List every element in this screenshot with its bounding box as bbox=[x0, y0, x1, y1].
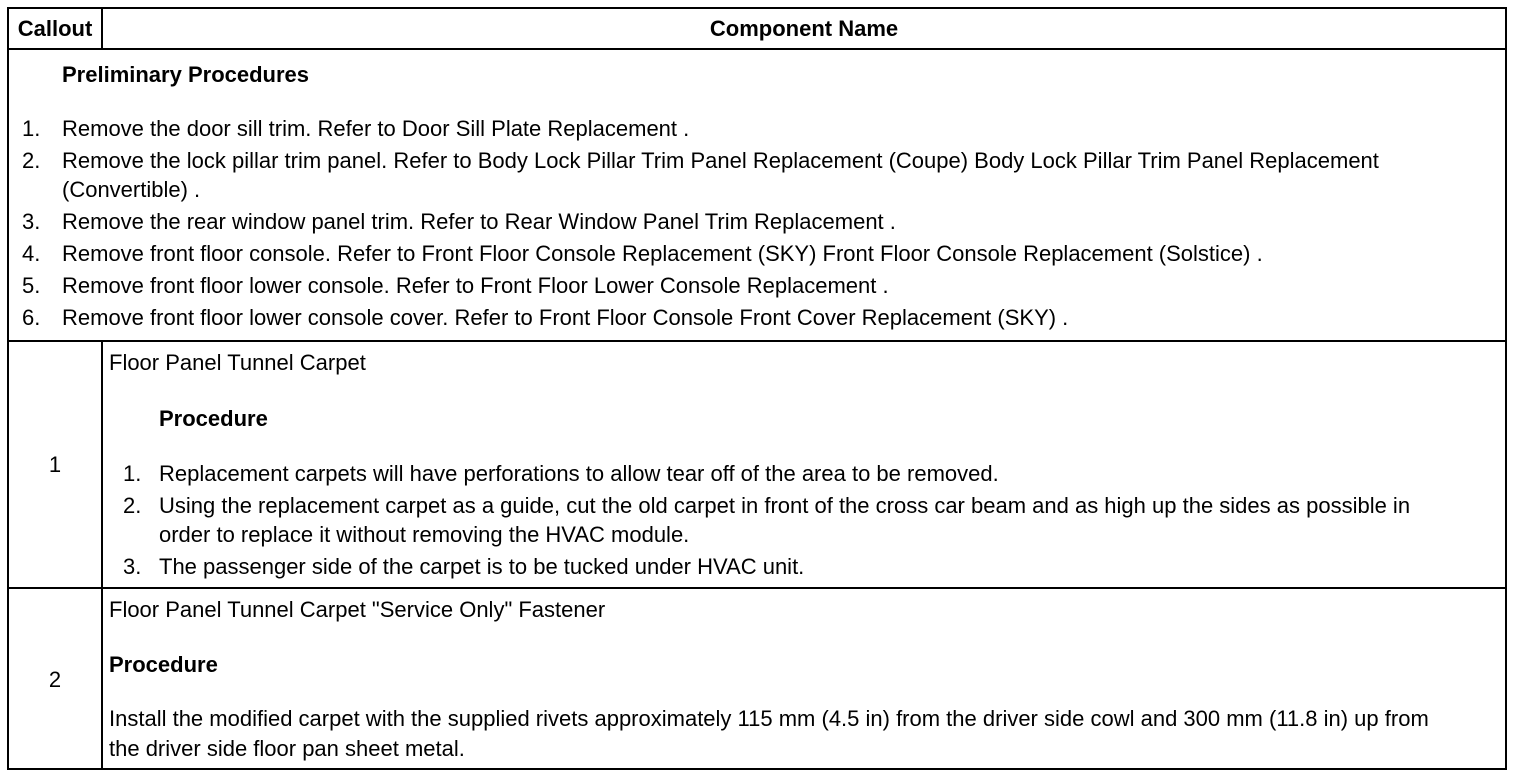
procedure-text: Install the modified carpet with the supplied rivets approximately 115 mm (4.5 in) from the driver side cowl and 300 mm (11.8 in) up from the driver side floor pan sheet metal. bbox=[109, 706, 1429, 761]
list-item bbox=[103, 491, 1505, 549]
procedure-steps-list bbox=[103, 459, 1505, 584]
table-row bbox=[9, 589, 1505, 770]
step-text: Remove the rear window panel trim. Refer to Rear Window Panel Trim Replacement . bbox=[62, 209, 896, 234]
component-cell bbox=[103, 342, 1505, 587]
step-text: Remove front floor lower console. Refer to Front Floor Lower Console Replacement . bbox=[62, 273, 889, 298]
step-number: 5. bbox=[22, 273, 41, 298]
step-text: Replacement carpets will have perforations to allow tear off of the area to be removed. bbox=[159, 461, 999, 486]
procedure-title: Procedure bbox=[109, 652, 218, 677]
step-text: Using the replacement carpet as a guide, cut the old carpet in front of the cross car beam and as high up the sides as possible in order to replace it without removing the HVAC module. bbox=[159, 493, 1411, 547]
list-item bbox=[9, 114, 1505, 143]
step-text: Remove front floor console. Refer to Front Floor Console Replacement (SKY) Front Floor Console Replacement (Solstice) . bbox=[62, 241, 1263, 266]
procedure-title: Procedure bbox=[159, 406, 268, 431]
preliminary-procedures-section bbox=[9, 50, 1505, 342]
step-number: 4. bbox=[22, 241, 41, 266]
list-item bbox=[103, 459, 1505, 488]
list-item bbox=[9, 271, 1505, 300]
callout-column-header: Callout bbox=[9, 9, 103, 48]
component-name: Floor Panel Tunnel Carpet "Service Only" Fastener bbox=[109, 597, 606, 622]
table-header bbox=[9, 9, 1505, 50]
step-number: 2. bbox=[22, 148, 41, 173]
list-item bbox=[9, 207, 1505, 236]
step-number: 6. bbox=[22, 305, 41, 330]
step-number: 1. bbox=[123, 461, 142, 486]
component-cell bbox=[103, 589, 1505, 770]
list-item bbox=[103, 552, 1505, 581]
component-name-column-header: Component Name bbox=[709, 15, 899, 41]
component-name: Floor Panel Tunnel Carpet bbox=[109, 350, 366, 375]
step-text: The passenger side of the carpet is to be tucked under HVAC unit. bbox=[159, 554, 805, 579]
step-text: Remove front floor lower console cover. Refer to Front Floor Console Front Cover Replacement (SKY) . bbox=[62, 305, 1069, 330]
table-row bbox=[9, 342, 1505, 589]
list-item bbox=[9, 303, 1505, 332]
step-number: 3. bbox=[22, 209, 41, 234]
preliminary-steps-list bbox=[9, 114, 1505, 335]
callout-cell: 1 bbox=[9, 342, 103, 587]
procedure-table bbox=[7, 7, 1507, 770]
list-item bbox=[9, 146, 1505, 204]
step-text: Remove the door sill trim. Refer to Door Sill Plate Replacement . bbox=[62, 116, 690, 141]
callout-cell: 2 bbox=[9, 589, 103, 770]
step-number: 1. bbox=[22, 116, 41, 141]
step-number: 3. bbox=[123, 554, 142, 579]
step-number: 2. bbox=[123, 493, 142, 518]
list-item bbox=[9, 239, 1505, 268]
step-text: Remove the lock pillar trim panel. Refer to Body Lock Pillar Trim Panel Replacement (Coupe) Body Lock Pillar Trim Panel Replacement (Convertible) . bbox=[62, 148, 1379, 202]
preliminary-procedures-title: Preliminary Procedures bbox=[62, 62, 310, 87]
